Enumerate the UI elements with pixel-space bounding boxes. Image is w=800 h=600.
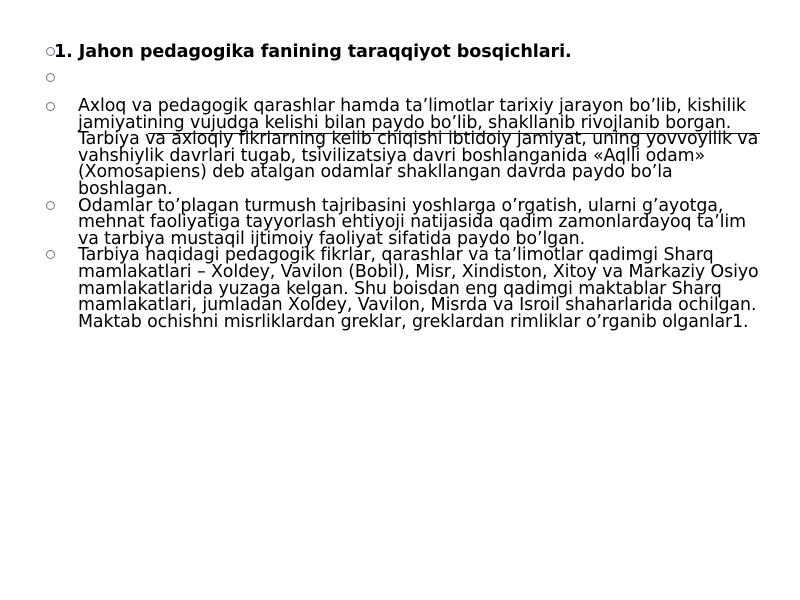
underline-rule <box>148 133 760 134</box>
bullet-item-title <box>46 42 766 62</box>
hollow-circle-bullet-icon <box>46 201 55 210</box>
hollow-circle-bullet-icon <box>46 47 55 56</box>
slide-title: 1. Jahon pedagogika fanining taraqqiyot bosqichlari. <box>54 42 572 62</box>
hollow-circle-bullet-icon <box>46 102 55 111</box>
bullet-item-paragraph <box>46 98 766 198</box>
bullet-item-empty <box>46 68 766 88</box>
bullet-list <box>46 38 766 330</box>
paragraph-text: Tarbiya haqidagi pedagogik fikrlar, qarashlar va ta’limotlar qadimgi Sharq mamlakatlari – Xoldey, Vavilon (Bobil), Misr, Xindiston, Xitoy va Markaziy Osiyo mamlakatlarida yuzaga kelgan. Shu boisdan eng qadimgi maktablar Sharq mamlakatlari, jumladan Xoldey, Vavilon, Misrda va Isroil shaharlarida ochilgan. Maktab ochishni misrliklardan greklar, greklardan rimliklar o’rganib olganlar1. <box>78 245 759 332</box>
paragraph-text: Odamlar to’plagan turmush tajribasini yoshlarga o’rgatish, ularni g’ayotga, mehnat faoliyatiga tayyorlash ehtiyoji natijasida qadim zamonlardayoq ta’lim va tarbiya mustaqil ijtimoiy faoliyat sifatida paydo bo’lgan. <box>78 195 746 249</box>
bullet-item-paragraph <box>46 195 766 249</box>
paragraph-text: Axloq va pedagogik qarashlar hamda ta’limotlar tarixiy jarayon bo’lib, kishilik jamiyatining vujudga kelishi bilan paydo bo’lib, shakllanib rivojlanib borgan. Tarbiya va axloqiy fikrlarning kelib chiqishi ibtidoiy jamiyat, uning yovvoyilik va vahshiylik davrlari tugab, tsivilizatsiya davri boshlanganida «Aqlli odam» (Xomosapiens) deb atalgan odamlar shakllangan davrda paydo bo’la boshlagan. <box>78 96 759 199</box>
hollow-circle-bullet-icon <box>46 73 55 82</box>
bullet-item-paragraph <box>46 247 766 330</box>
hollow-circle-bullet-icon <box>46 250 55 259</box>
